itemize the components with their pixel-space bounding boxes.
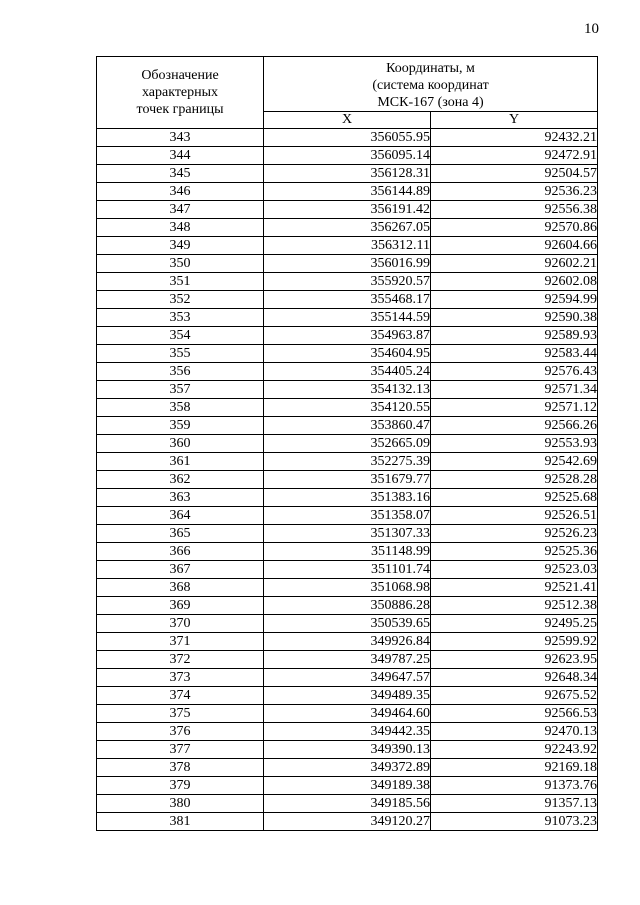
point-cell: 374 [97,687,264,705]
table-row [97,759,598,777]
table-row [97,345,598,363]
table-row [97,705,598,723]
header-x: X [264,111,431,129]
table-row [97,615,598,633]
x-cell: 355144.59 [264,309,431,327]
table-row [97,669,598,687]
point-cell: 349 [97,237,264,255]
x-cell: 356128.31 [264,165,431,183]
x-cell: 351068.98 [264,579,431,597]
x-cell: 349464.60 [264,705,431,723]
x-cell: 356055.95 [264,129,431,147]
table-header [97,57,598,129]
y-cell: 92504.57 [431,165,598,183]
table-row [97,381,598,399]
point-cell: 379 [97,777,264,795]
point-cell: 375 [97,705,264,723]
point-cell: 351 [97,273,264,291]
x-cell: 349926.84 [264,633,431,651]
y-cell: 92542.69 [431,453,598,471]
y-cell: 92169.18 [431,759,598,777]
point-cell: 350 [97,255,264,273]
x-cell: 351383.16 [264,489,431,507]
x-cell: 356095.14 [264,147,431,165]
y-cell: 92602.08 [431,273,598,291]
y-cell: 92566.26 [431,417,598,435]
y-cell: 92570.86 [431,219,598,237]
page-number: 10 [584,21,599,37]
x-cell: 354405.24 [264,363,431,381]
point-cell: 354 [97,327,264,345]
point-cell: 367 [97,561,264,579]
x-cell: 353860.47 [264,417,431,435]
x-cell: 351148.99 [264,543,431,561]
table-row [97,237,598,255]
point-cell: 365 [97,525,264,543]
x-cell: 349390.13 [264,741,431,759]
table-row [97,525,598,543]
y-cell: 92594.99 [431,291,598,309]
table-row [97,255,598,273]
x-cell: 349489.35 [264,687,431,705]
point-cell: 355 [97,345,264,363]
x-cell: 350539.65 [264,615,431,633]
point-cell: 369 [97,597,264,615]
point-cell: 363 [97,489,264,507]
point-cell: 376 [97,723,264,741]
y-cell: 92556.38 [431,201,598,219]
table-row [97,273,598,291]
point-cell: 344 [97,147,264,165]
y-cell: 92648.34 [431,669,598,687]
point-cell: 381 [97,813,264,831]
point-cell: 346 [97,183,264,201]
y-cell: 92571.12 [431,399,598,417]
y-cell: 92583.44 [431,345,598,363]
x-cell: 349442.35 [264,723,431,741]
x-cell: 349372.89 [264,759,431,777]
y-cell: 91073.23 [431,813,598,831]
table-row [97,777,598,795]
header-point-designation [97,57,264,129]
point-cell: 377 [97,741,264,759]
y-cell: 92526.23 [431,525,598,543]
table-row [97,597,598,615]
table-row [97,543,598,561]
header-point-line-1: Обозначение [141,68,219,83]
point-cell: 357 [97,381,264,399]
point-cell: 372 [97,651,264,669]
y-cell: 92432.21 [431,129,598,147]
table-row [97,363,598,381]
y-cell: 92525.36 [431,543,598,561]
x-cell: 349120.27 [264,813,431,831]
point-cell: 348 [97,219,264,237]
table-row [97,417,598,435]
table-row [97,399,598,417]
point-cell: 370 [97,615,264,633]
table-row [97,723,598,741]
table-row [97,471,598,489]
point-cell: 345 [97,165,264,183]
y-cell: 92495.25 [431,615,598,633]
point-cell: 352 [97,291,264,309]
y-cell: 92604.66 [431,237,598,255]
x-cell: 352665.09 [264,435,431,453]
y-cell: 92472.91 [431,147,598,165]
x-cell: 354132.13 [264,381,431,399]
x-cell: 350886.28 [264,597,431,615]
x-cell: 354963.87 [264,327,431,345]
x-cell: 351307.33 [264,525,431,543]
table-row [97,795,598,813]
y-cell: 92571.34 [431,381,598,399]
y-cell: 92243.92 [431,741,598,759]
point-cell: 378 [97,759,264,777]
point-cell: 364 [97,507,264,525]
point-cell: 358 [97,399,264,417]
y-cell: 92566.53 [431,705,598,723]
point-cell: 359 [97,417,264,435]
y-cell: 92599.92 [431,633,598,651]
x-cell: 354120.55 [264,399,431,417]
coordinates-table [96,56,598,831]
y-cell: 92523.03 [431,561,598,579]
point-cell: 356 [97,363,264,381]
table-row [97,165,598,183]
table-row [97,579,598,597]
x-cell: 351679.77 [264,471,431,489]
x-cell: 356144.89 [264,183,431,201]
table-row [97,561,598,579]
header-point-line-3: точек границы [136,102,224,117]
table-row [97,489,598,507]
header-coordinates [264,57,598,112]
header-coords-line-1: Координаты, м [386,60,475,76]
point-cell: 368 [97,579,264,597]
point-cell: 343 [97,129,264,147]
point-cell: 347 [97,201,264,219]
x-cell: 352275.39 [264,453,431,471]
table-row [97,813,598,831]
point-cell: 373 [97,669,264,687]
table-row [97,183,598,201]
table-row [97,741,598,759]
table-row [97,291,598,309]
y-cell: 92602.21 [431,255,598,273]
y-cell: 92526.51 [431,507,598,525]
header-coords-line-3: МСК-167 (зона 4) [377,94,484,110]
x-cell: 356016.99 [264,255,431,273]
y-cell: 92512.38 [431,597,598,615]
y-cell: 92623.95 [431,651,598,669]
point-cell: 371 [97,633,264,651]
point-cell: 366 [97,543,264,561]
table-row [97,309,598,327]
x-cell: 355468.17 [264,291,431,309]
table-row [97,507,598,525]
y-cell: 92553.93 [431,435,598,453]
y-cell: 92521.41 [431,579,598,597]
x-cell: 356312.11 [264,237,431,255]
x-cell: 355920.57 [264,273,431,291]
y-cell: 91357.13 [431,795,598,813]
y-cell: 92528.28 [431,471,598,489]
y-cell: 92536.23 [431,183,598,201]
x-cell: 354604.95 [264,345,431,363]
x-cell: 351358.07 [264,507,431,525]
table-row [97,327,598,345]
table-row [97,129,598,147]
y-cell: 92470.13 [431,723,598,741]
table-row [97,435,598,453]
table-body [97,129,598,831]
x-cell: 356191.42 [264,201,431,219]
table-row [97,219,598,237]
table-row [97,633,598,651]
x-cell: 349647.57 [264,669,431,687]
y-cell: 92590.38 [431,309,598,327]
x-cell: 349185.56 [264,795,431,813]
x-cell: 351101.74 [264,561,431,579]
y-cell: 91373.76 [431,777,598,795]
header-point-line-2: характерных [141,85,219,100]
table-row [97,687,598,705]
y-cell: 92576.43 [431,363,598,381]
point-cell: 361 [97,453,264,471]
point-cell: 360 [97,435,264,453]
table-row [97,147,598,165]
header-coords-line-2: (система координат [372,77,489,93]
x-cell: 349787.25 [264,651,431,669]
x-cell: 356267.05 [264,219,431,237]
point-cell: 353 [97,309,264,327]
y-cell: 92589.93 [431,327,598,345]
point-cell: 362 [97,471,264,489]
x-cell: 349189.38 [264,777,431,795]
y-cell: 92525.68 [431,489,598,507]
y-cell: 92675.52 [431,687,598,705]
table-row [97,651,598,669]
header-y: Y [431,111,598,129]
table-row [97,201,598,219]
point-cell: 380 [97,795,264,813]
table-row [97,453,598,471]
